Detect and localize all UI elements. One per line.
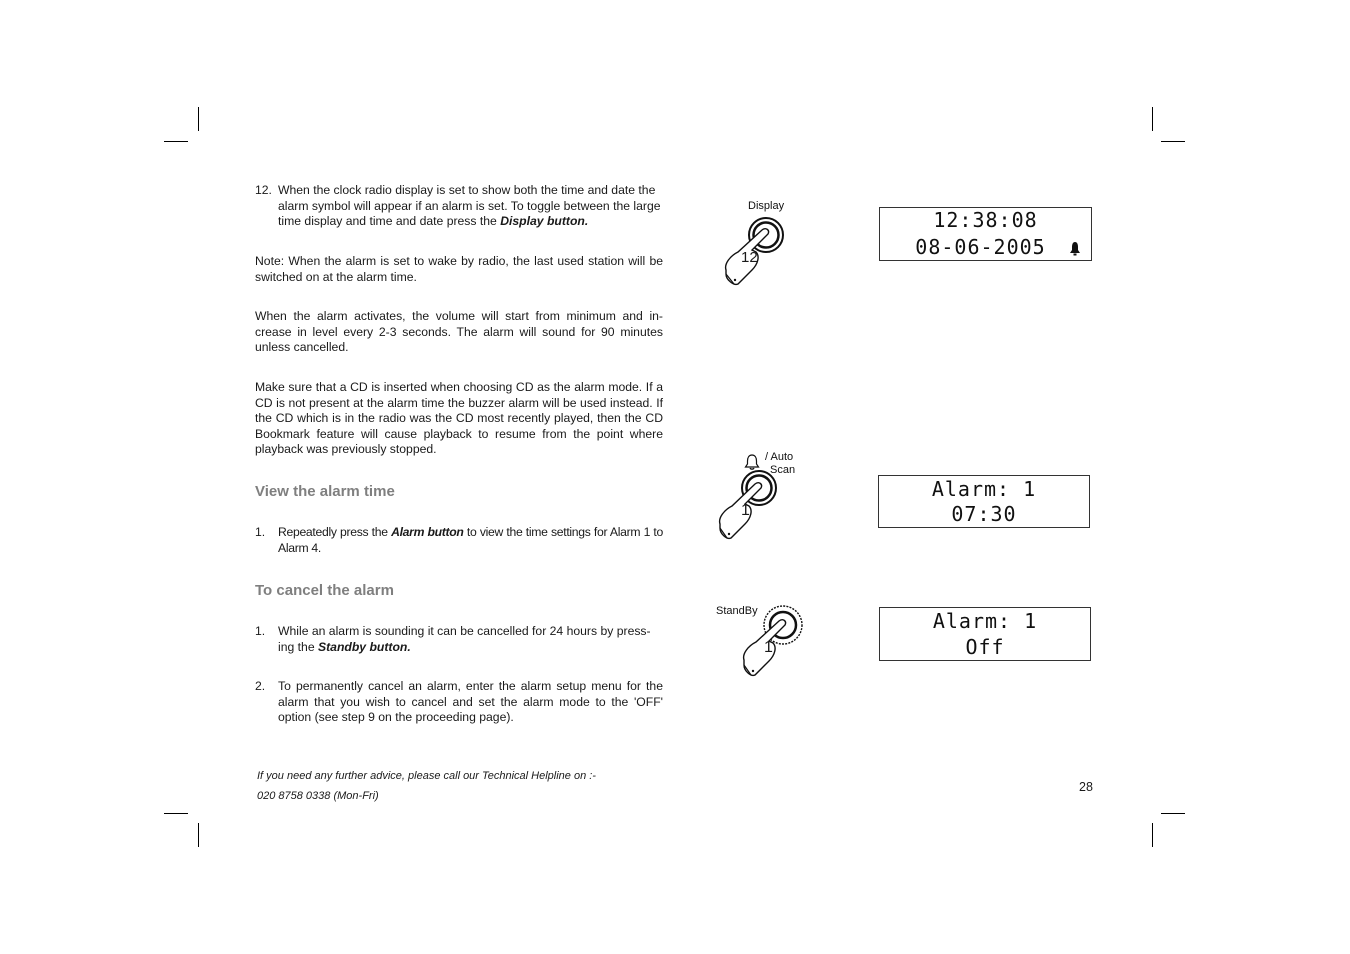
lcd-alarm-off [879, 607, 1091, 661]
crop-mark [198, 107, 199, 131]
view-step-1 [255, 525, 663, 556]
display-button-ref: Display button. [500, 214, 589, 228]
standby-button-ref: Standby button. [317, 639, 411, 654]
cancel-step-1 [255, 624, 663, 655]
lcd-alarm-state: Off [965, 635, 1005, 659]
lcd-alarm-label: Alarm: 1 [932, 609, 1038, 633]
note-paragraph: Note: When the alarm is set to wake by radio, the last used station will be switched on at the alarm time. [255, 254, 663, 284]
step-12 [255, 183, 663, 230]
finger-number: 12 [741, 249, 758, 266]
lcd-display-time-date [879, 207, 1092, 261]
step-number: 2. [255, 679, 266, 693]
finger-number: 1 [764, 639, 773, 656]
crop-mark [164, 141, 188, 142]
step-text: When the clock radio display is set to show both the time and date the alarm symbol will appear if an alarm is set. To toggle between the large time display and time and date press the Display button. [278, 183, 661, 228]
cd-paragraph: Make sure that a CD is inserted when choosing CD as the alarm mode. If a CD is not present at the alarm time the buzzer alarm will be used instead. If the CD which is in the radio was the CD most recently played, then the CD Bookmark feature will cause playback to resume from the point where playback was previously stopped. [255, 380, 663, 456]
scan-button-label: Scan [770, 464, 796, 476]
footer-line-1: If you need any further advice, please call our Technical Helpline on :- [257, 770, 596, 782]
bell-icon [1068, 241, 1082, 256]
lcd-alarm-label: Alarm: 1 [931, 477, 1037, 501]
crop-mark [164, 813, 188, 814]
step-number: 1. [255, 525, 266, 539]
cancel-step-2 [255, 679, 663, 726]
page-number: 28 [1079, 780, 1093, 794]
lcd-date: 08-06-2005 [915, 235, 1046, 259]
helpline-footer [257, 768, 596, 804]
standby-button-label: StandBy [716, 605, 758, 617]
finger-number: 1 [741, 502, 750, 519]
step-text: Repeatedly press the Alarm button to view the time settings for Alarm 1 to Alarm 4. [278, 525, 663, 555]
step-number: 12. [255, 183, 272, 197]
display-button-label: Display [748, 200, 785, 212]
alarm-button-ref: Alarm button [391, 525, 464, 539]
footer-line-2: 020 8758 0338 (Mon-Fri) [257, 790, 379, 802]
step-text: While an alarm is sounding it can be cancelled for 24 hours by press-ing the Standby button. [278, 624, 651, 654]
lcd-alarm-time [878, 475, 1090, 528]
crop-mark [1152, 823, 1153, 847]
crop-mark [1161, 141, 1185, 142]
auto-button-label: / Auto [765, 451, 794, 463]
lcd-time: 12:38:08 [933, 208, 1038, 232]
step-text: To permanently cancel an alarm, enter the alarm setup menu for the alarm that you wish to cancel and set the alarm mode to the 'OFF' option (see step 9 on the proceeding page). [278, 679, 663, 724]
crop-mark [198, 823, 199, 847]
step-number: 1. [255, 624, 266, 638]
crop-mark [1161, 813, 1185, 814]
lcd-alarm-value: 07:30 [951, 502, 1017, 526]
section-heading-cancel: To cancel the alarm [255, 582, 394, 599]
volume-paragraph: When the alarm activates, the volume will start from minimum and in-crease in level every 2-3 seconds. The alarm will sound for 90 minutes unless cancelled. [255, 309, 663, 354]
section-heading-view: View the alarm time [255, 483, 395, 500]
crop-mark [1152, 107, 1153, 131]
